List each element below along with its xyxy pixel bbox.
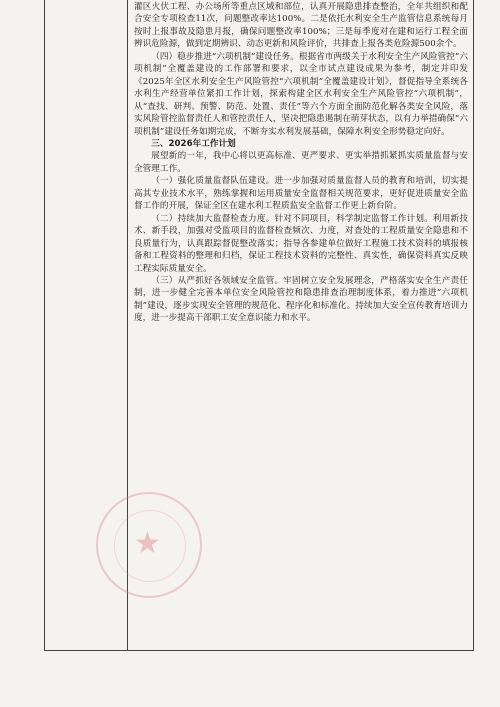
section-heading-2026-plan: 三、2026年工作计划 [151, 138, 236, 149]
seal-star-icon: ★ [134, 526, 161, 561]
paragraph-outlook: 展望新的一年，我中心将以更高标准、更严要求、更实举措抓紧抓实质量监督与安全管理工作。 [134, 151, 468, 174]
paragraph-inspection: （二）持续加大监督检查力度。针对不同项目，科学制定监督工作计划。利用新技术、新手段，加强对受监项目的监督检查频次、力度，对查处的工程质量安全隐患和不良质量行为，认真跟踪督促整改落实；指导各参建单位做好工程施工技术资料的填报核备和工程资料的整理和归档，保证工程技术资料的完整性、真实性，确保资料真实反映工程实际质量安全。 [134, 213, 468, 274]
official-seal-stamp [96, 492, 202, 598]
paragraph-six-mechanisms: （四）稳步推进“六项机制”建设任务。根据省市两级关于水利安全生产风险管控“六项机制”全覆盖建设的工作部署和要求，以全市试点建设成果为参考，制定并印发《2025年全区水利安全生产风险管控“六项机制”全覆盖建设计划》，督促指导全系统各水利生产经营单位紧扣工作计划，探索构建全区水利安全生产风险管控“六项机制”，从“查找、研判、预警、防范、处置、责任”等六个方面全面防范化解各类安全风险，落实风险管控监督责任人和管控责任人，坚决把隐患遏制在萌芽状态，以有力举措确保“六项机制”建设任务如期完成，不断夯实水利发展基础，保障水利安全形势稳定向好。 [134, 51, 468, 137]
paragraph-team-building: （一）强化质量监督队伍建设。进一步加强对质量监督人员的教育和培训，切实提高其专业技术水平，熟练掌握和运用质量安全监督相关规范要求，更好促进质量安全监督工作的开展，保证全区在建水利工程质监安全监督工作更上新台阶。 [134, 176, 468, 212]
report-body [134, 1, 468, 325]
paragraph-continuation: 灌区火伏工程、办公场所等重点区域和部位，认真开展隐患排查整治，全年共组织和配合安全专项检查11次，问题整改率达100%。二是依托水利安全生产监管信息系统每月按时上报事故及隐患月报，确保问题整改率100%；三是每季度对在建和运行工程全面辨识危险源，做到定期辨识、动态更新和风险评价，共排查上报各类危险源500余个。 [134, 2, 468, 50]
paragraph-safety-supervision: （三）从严抓好各领域安全监管。牢固树立安全发展理念，严格落实安全生产责任制，进一步健全完善本单位安全风险管控和隐患排查治理制度体系，着力推进“六项机制”建设，逐步实现安全管理的规范化、程序化和标准化。持续加大安全宣传教育培训力度，进一步提高干部职工安全意识能力和水平。 [134, 275, 468, 324]
